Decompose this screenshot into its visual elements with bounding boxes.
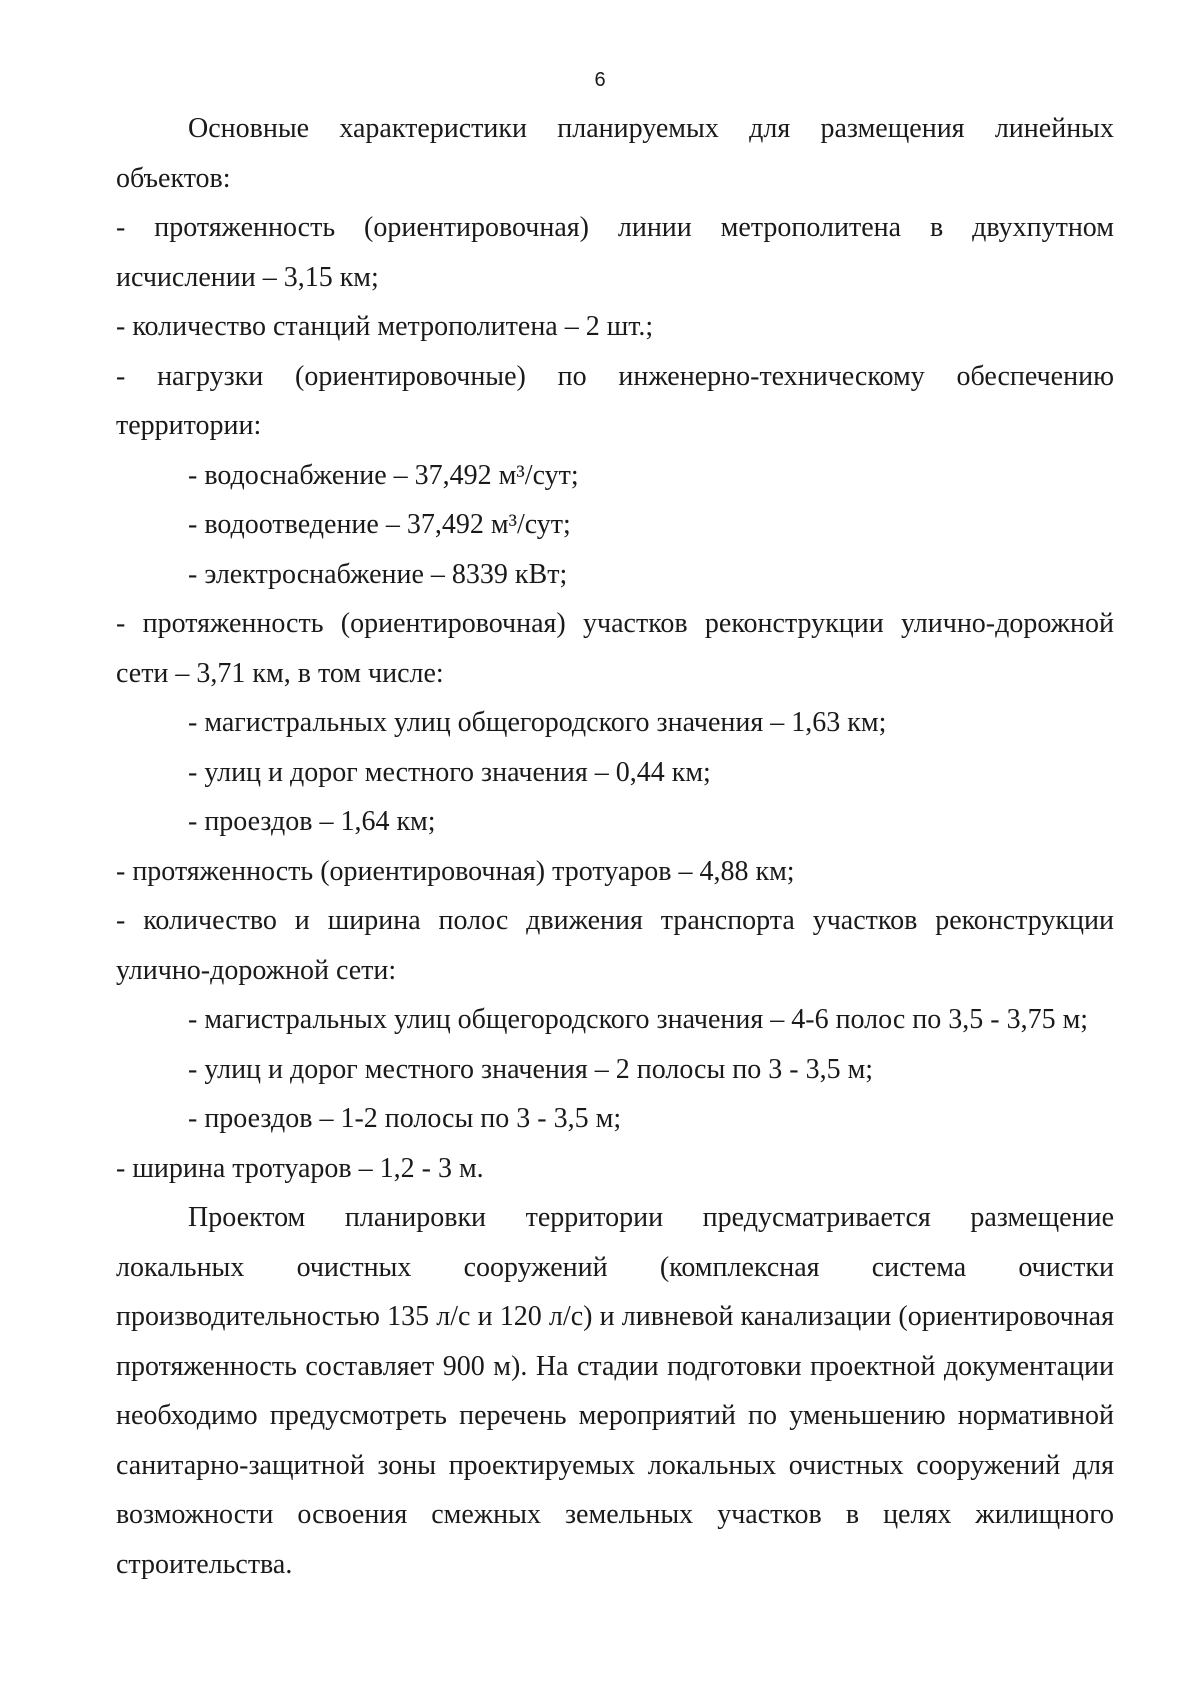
sub-item-local-streets-lanes: - улиц и дорог местного значения – 2 полосы по 3 - 3,5 м; (188, 1053, 874, 1085)
list-item-metro-length: - протяженность (ориентировочная) линии метрополитена в двухпутном исчислении – 3,15 км; (116, 212, 1114, 293)
sub-item-power-supply: - электроснабжение – 8339 кВт; (188, 558, 568, 590)
treatment-paragraph: Проектом планировки территории предусматривается размещение локальных очистных сооружений (комплексная система очистки производительностью 135 л/с и 120 л/с) и ливневой канализации (ориентировочная протяженность составляет 900 м). На стадии подготовки проектной документации необходимо предусмотреть перечень мероприятий по уменьшению нормативной санитарно-защитной зоны проектируемых локальных очистных сооружений для возможности освоения смежных земельных участков в целях жилищного строительства. (116, 1202, 1114, 1580)
sub-item-main-streets-length: - магистральных улиц общегородского значения – 1,63 км; (188, 707, 887, 738)
sub-item-water-disposal: - водоотведение – 37,492 м³/сут; (188, 509, 571, 540)
list-item-sidewalks-length: - протяженность (ориентировочная) тротуаров – 4,88 км; (116, 855, 795, 887)
sub-item-main-streets-lanes: - магистральных улиц общегородского значения – 4-6 полос по 3,5 - 3,75 м; (188, 1004, 1089, 1035)
list-item-sidewalk-width: - ширина тротуаров – 1,2 - 3 м. (116, 1152, 484, 1184)
sub-item-local-streets-length: - улиц и дорог местного значения – 0,44 км; (188, 756, 711, 788)
list-item-metro-stations: - количество станций метрополитена – 2 шт.; (116, 311, 654, 342)
page-number: 6 (594, 69, 606, 91)
page-body (116, 104, 1114, 1589)
list-item-lanes: - количество и ширина полос движения транспорта участков реконструкции улично-дорожной сети: (116, 905, 1114, 986)
sub-item-driveways-lanes: - проездов – 1-2 полосы по 3 - 3,5 м; (188, 1103, 622, 1134)
list-item-loads: - нагрузки (ориентировочные) по инженерно-техническому обеспечению территории: (116, 360, 1114, 441)
list-item-road-length: - протяженность (ориентировочная) участков реконструкции улично-дорожной сети – 3,71 км, в том числе: (116, 608, 1114, 689)
sub-item-driveways-length: - проездов – 1,64 км; (188, 806, 436, 837)
intro-paragraph: Основные характеристики планируемых для размещения линейных объектов: (116, 113, 1114, 194)
sub-item-water-supply: - водоснабжение – 37,492 м³/сут; (188, 459, 579, 491)
